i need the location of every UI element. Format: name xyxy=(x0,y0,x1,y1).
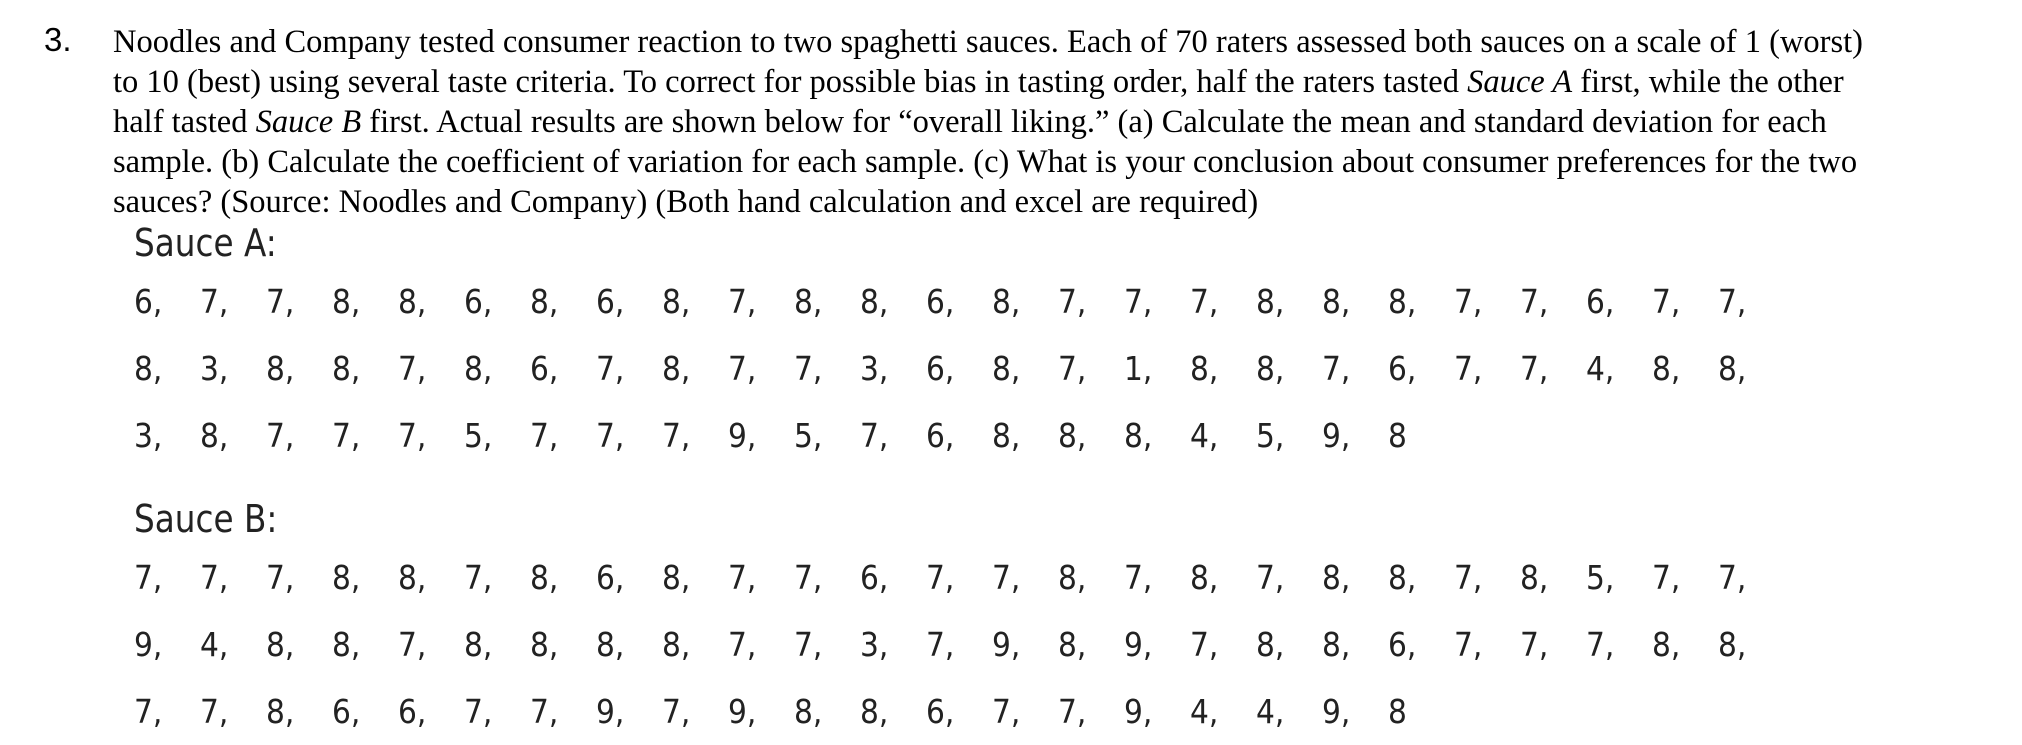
rating-value: 7, xyxy=(596,415,625,455)
problem-text-segment: first. Actual results are shown below for “overall liking.” (a) Calculate the mean and standard deviation for each xyxy=(361,104,1827,140)
rating-row xyxy=(134,611,1934,678)
rating-value: 7, xyxy=(530,691,559,731)
rating-value: 6, xyxy=(1388,348,1417,388)
rating-value: 7, xyxy=(266,281,295,321)
rating-value: 8, xyxy=(1520,557,1549,597)
rating-value: 8, xyxy=(992,415,1021,455)
rating-value: 5, xyxy=(1256,415,1285,455)
rating-value: 8, xyxy=(662,348,691,388)
rating-value: 9, xyxy=(1322,691,1351,731)
rating-value: 8, xyxy=(398,281,427,321)
rating-value: 1, xyxy=(1124,348,1153,388)
rating-value: 8, xyxy=(794,691,823,731)
rating-value: 8, xyxy=(992,348,1021,388)
rating-value: 8, xyxy=(1388,557,1417,597)
rating-value: 6, xyxy=(926,691,955,731)
problem-line xyxy=(113,142,1993,182)
rating-value: 8, xyxy=(1322,281,1351,321)
rating-value: 7, xyxy=(1058,691,1087,731)
problem-line xyxy=(113,182,1993,222)
sauce-a-label: Sauce A: xyxy=(134,221,277,265)
rating-value: 4, xyxy=(1190,415,1219,455)
rating-value: 9, xyxy=(134,624,163,664)
rating-value: 7, xyxy=(992,691,1021,731)
rating-value: 8, xyxy=(266,624,295,664)
rating-value: 8, xyxy=(662,557,691,597)
rating-value: 8, xyxy=(332,281,361,321)
rating-value: 7, xyxy=(1124,557,1153,597)
rating-value: 8, xyxy=(200,415,229,455)
problem-text-segment: Noodles and Company tested consumer reaction to two spaghetti sauces. Each of 70 raters assessed both sauces on a scale of 1 (worst) xyxy=(113,24,1863,60)
rating-value: 5, xyxy=(464,415,493,455)
rating-value: 6, xyxy=(860,557,889,597)
rating-value: 6, xyxy=(926,281,955,321)
rating-value: 7, xyxy=(530,415,559,455)
rating-value: 8, xyxy=(1256,281,1285,321)
rating-value: 7, xyxy=(332,415,361,455)
rating-value: 8, xyxy=(464,624,493,664)
rating-value: 7, xyxy=(1454,557,1483,597)
problem-number: 3. xyxy=(44,21,72,58)
problem-italic-term: Sauce A xyxy=(1467,64,1573,100)
rating-value: 3, xyxy=(134,415,163,455)
rating-value: 7, xyxy=(926,624,955,664)
rating-value: 6, xyxy=(464,281,493,321)
rating-value: 6, xyxy=(134,281,163,321)
rating-value: 3, xyxy=(860,624,889,664)
rating-value: 7, xyxy=(596,348,625,388)
rating-value: 8, xyxy=(530,281,559,321)
rating-value: 8, xyxy=(596,624,625,664)
rating-value: 8, xyxy=(992,281,1021,321)
rating-value: 8, xyxy=(1256,624,1285,664)
rating-value: 8, xyxy=(1058,624,1087,664)
problem-text-segment: first, while the other xyxy=(1572,64,1844,100)
rating-value: 8, xyxy=(1058,415,1087,455)
rating-value: 6, xyxy=(926,348,955,388)
rating-value: 7, xyxy=(1058,281,1087,321)
rating-value: 4, xyxy=(1586,348,1615,388)
rating-value: 5, xyxy=(1586,557,1615,597)
problem-text-segment: sample. (b) Calculate the coefficient of variation for each sample. (c) What is your conclusion about consumer preferences for the two xyxy=(113,144,1858,180)
sauce-a-section xyxy=(134,218,1934,469)
rating-value: 8, xyxy=(530,557,559,597)
rating-value: 8, xyxy=(1322,624,1351,664)
rating-value: 9, xyxy=(992,624,1021,664)
rating-value: 9, xyxy=(1322,415,1351,455)
rating-row xyxy=(134,268,1934,335)
rating-value: 9, xyxy=(728,415,757,455)
rating-value: 7, xyxy=(1454,348,1483,388)
rating-value: 8, xyxy=(266,691,295,731)
rating-value: 7, xyxy=(794,348,823,388)
rating-row xyxy=(134,335,1934,402)
problem-text-segment: to 10 (best) using several taste criteria. To correct for possible bias in tasting order, half the raters tasted xyxy=(113,64,1468,100)
rating-value: 7, xyxy=(398,624,427,664)
rating-value: 6, xyxy=(596,281,625,321)
rating-value: 7, xyxy=(398,415,427,455)
rating-value: 7, xyxy=(464,691,493,731)
rating-value: 7, xyxy=(200,281,229,321)
rating-value: 4, xyxy=(1256,691,1285,731)
rating-value: 8, xyxy=(1256,348,1285,388)
rating-value: 6, xyxy=(1586,281,1615,321)
rating-value: 8, xyxy=(662,624,691,664)
rating-value: 7, xyxy=(1058,348,1087,388)
rating-value: 9, xyxy=(728,691,757,731)
rating-value: 7, xyxy=(860,415,889,455)
rating-value: 7, xyxy=(1520,348,1549,388)
rating-value: 8, xyxy=(464,348,493,388)
rating-value: 7, xyxy=(1190,281,1219,321)
rating-value: 8, xyxy=(1124,415,1153,455)
rating-value: 7, xyxy=(1586,624,1615,664)
rating-value: 7, xyxy=(200,691,229,731)
problem-line xyxy=(113,102,1993,142)
rating-value: 8, xyxy=(1190,348,1219,388)
problem-line xyxy=(113,62,1993,102)
rating-value: 8, xyxy=(662,281,691,321)
rating-value: 7, xyxy=(134,557,163,597)
rating-value: 8 xyxy=(1388,691,1407,731)
rating-value: 7, xyxy=(728,281,757,321)
rating-value: 7, xyxy=(1718,281,1747,321)
sauce-a-data xyxy=(134,268,1934,469)
rating-value: 9, xyxy=(1124,624,1153,664)
rating-value: 7, xyxy=(728,348,757,388)
rating-value: 6, xyxy=(926,415,955,455)
rating-value: 4, xyxy=(1190,691,1219,731)
rating-value: 8, xyxy=(794,281,823,321)
rating-value: 7, xyxy=(728,624,757,664)
rating-value: 8, xyxy=(1718,348,1747,388)
rating-value: 8, xyxy=(1190,557,1219,597)
sauce-b-data xyxy=(134,544,1934,745)
rating-value: 8, xyxy=(398,557,427,597)
rating-value: 7, xyxy=(266,415,295,455)
rating-row xyxy=(134,544,1934,611)
problem-statement xyxy=(113,22,1993,222)
rating-value: 5, xyxy=(794,415,823,455)
rating-value: 7, xyxy=(1454,281,1483,321)
rating-value: 8 xyxy=(1388,415,1407,455)
rating-value: 7, xyxy=(134,691,163,731)
rating-value: 7, xyxy=(926,557,955,597)
rating-value: 7, xyxy=(1520,624,1549,664)
rating-value: 7, xyxy=(1322,348,1351,388)
rating-value: 4, xyxy=(200,624,229,664)
rating-value: 9, xyxy=(1124,691,1153,731)
rating-value: 8, xyxy=(1388,281,1417,321)
rating-value: 8, xyxy=(1652,624,1681,664)
rating-value: 3, xyxy=(200,348,229,388)
rating-value: 9, xyxy=(596,691,625,731)
problem-text-segment: half tasted xyxy=(113,104,256,140)
rating-value: 8, xyxy=(1058,557,1087,597)
rating-value: 7, xyxy=(200,557,229,597)
rating-value: 6, xyxy=(596,557,625,597)
rating-row xyxy=(134,402,1934,469)
rating-value: 7, xyxy=(1652,281,1681,321)
rating-value: 7, xyxy=(662,415,691,455)
problem-text-segment: sauces? (Source: Noodles and Company) (Both hand calculation and excel are required) xyxy=(113,184,1259,220)
sauce-b-section xyxy=(134,494,1934,745)
rating-value: 8, xyxy=(1322,557,1351,597)
rating-value: 8, xyxy=(332,624,361,664)
rating-value: 8, xyxy=(860,281,889,321)
rating-value: 7, xyxy=(398,348,427,388)
rating-value: 8, xyxy=(1718,624,1747,664)
rating-value: 6, xyxy=(1388,624,1417,664)
rating-value: 7, xyxy=(1652,557,1681,597)
rating-value: 7, xyxy=(1454,624,1483,664)
rating-value: 7, xyxy=(794,624,823,664)
rating-value: 8, xyxy=(332,348,361,388)
rating-value: 7, xyxy=(1256,557,1285,597)
rating-value: 7, xyxy=(1520,281,1549,321)
rating-value: 7, xyxy=(464,557,493,597)
rating-value: 3, xyxy=(860,348,889,388)
rating-value: 6, xyxy=(332,691,361,731)
rating-value: 8, xyxy=(266,348,295,388)
rating-value: 7, xyxy=(992,557,1021,597)
sauce-b-label: Sauce B: xyxy=(134,497,278,541)
rating-value: 8, xyxy=(332,557,361,597)
rating-value: 7, xyxy=(1190,624,1219,664)
rating-value: 8, xyxy=(530,624,559,664)
rating-value: 7, xyxy=(662,691,691,731)
rating-value: 7, xyxy=(1124,281,1153,321)
rating-value: 6, xyxy=(398,691,427,731)
rating-value: 6, xyxy=(530,348,559,388)
rating-value: 8, xyxy=(134,348,163,388)
rating-value: 7, xyxy=(1718,557,1747,597)
rating-value: 8, xyxy=(860,691,889,731)
rating-value: 8, xyxy=(1652,348,1681,388)
problem-line xyxy=(113,22,1993,62)
rating-row xyxy=(134,678,1934,745)
rating-value: 7, xyxy=(794,557,823,597)
rating-value: 7, xyxy=(728,557,757,597)
rating-value: 7, xyxy=(266,557,295,597)
problem-italic-term: Sauce B xyxy=(255,104,362,140)
